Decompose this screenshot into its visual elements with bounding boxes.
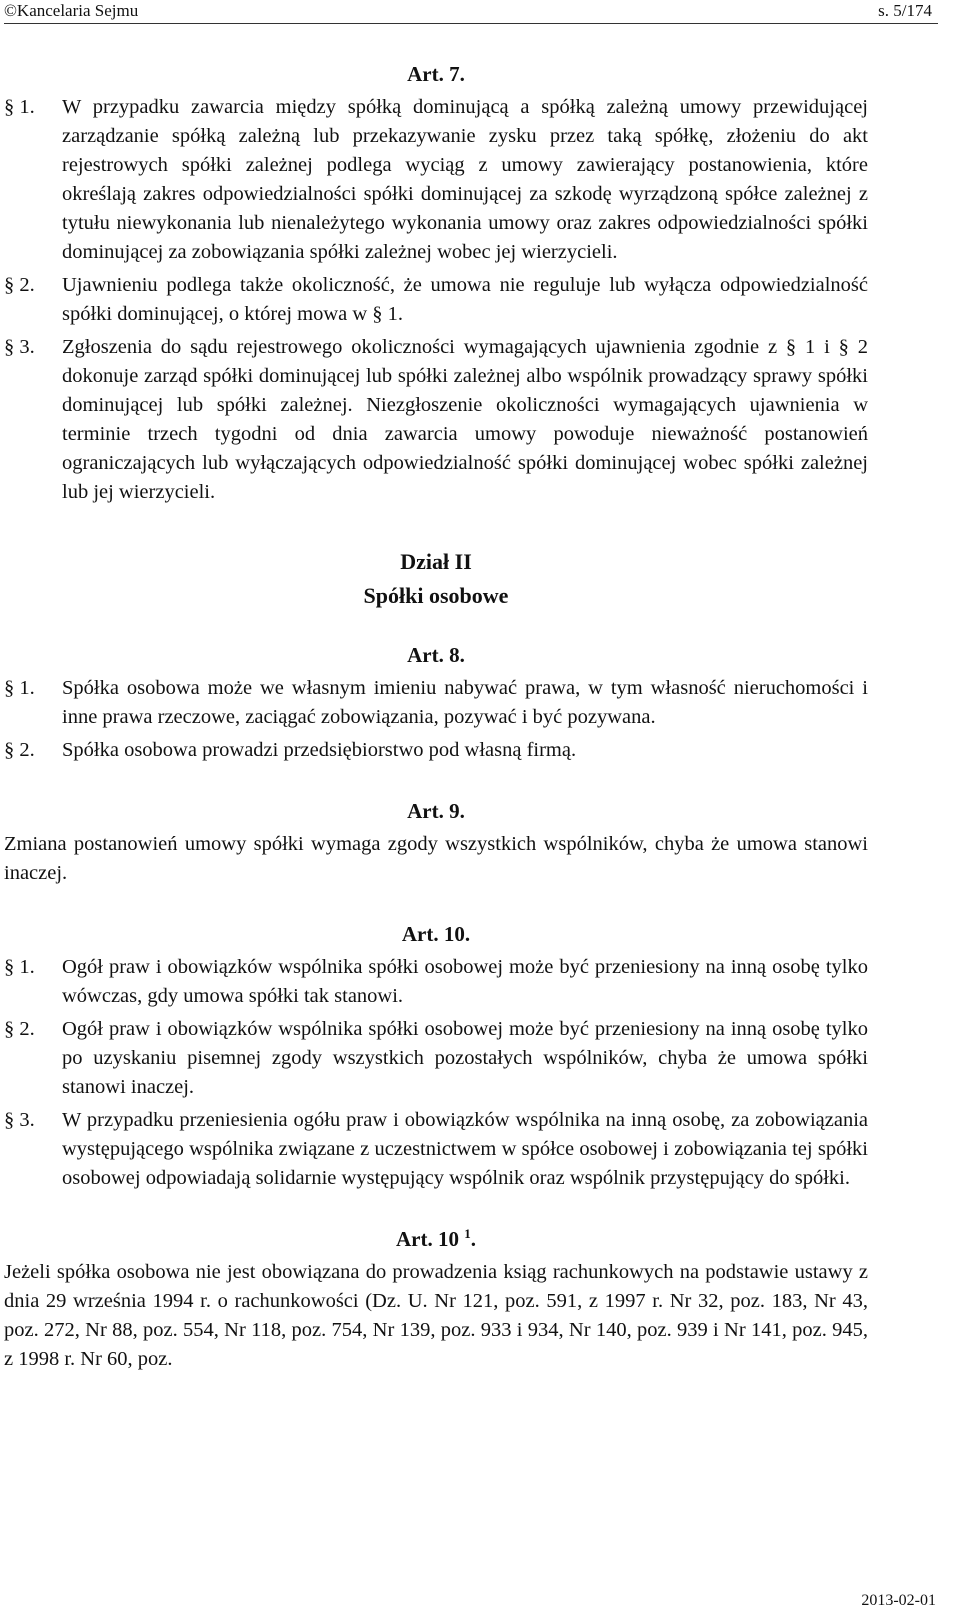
article-7-title: Art. 7. <box>407 62 465 86</box>
par-text: Ogół praw i obowiązków wspólnika spółki osobowej może być przeniesiony na inną osobę tylko po uzyskaniu pisemnej zgody wszystkich pozostałych wspólników, chyba że umowa spółki stanowi inaczej. <box>62 1018 868 1098</box>
par-number: § 1. <box>4 677 35 699</box>
article-8-par-2 <box>4 736 868 765</box>
article-title-end: . <box>470 1227 476 1251</box>
par-text: Zgłoszenia do sądu rejestrowego okoliczności wymagających ujawnienia zgodnie z § 1 i § 2 dokonuje zarząd spółki dominującej lub spółki zależnej albo wspólnik prowadzący sprawy spółki dominującej lub spółki zależnej. Niezgłoszenie okoliczności wymagających ujawnienia w terminie trzech tygodni od dnia zawarcia umowy powoduje nieważność postanowień ograniczających lub wyłączających odpowiedzialność spółki dominującej wobec spółki zależnej lub jej wierzycieli. <box>62 336 868 503</box>
par-text: Ogół praw i obowiązków wspólnika spółki osobowej może być przeniesiony na inną osobę tylko wówczas, gdy umowa spółki tak stanowi. <box>62 956 868 1007</box>
article-10-1-text: Jeżeli spółka osobowa nie jest obowiązana do prowadzenia ksiąg rachunkowych na podstawie ustawy z dnia 29 września 1994 r. o rachunkowości (Dz. U. Nr 121, poz. 591, z 1997 r. Nr 32, poz. 183, Nr 43, poz. 272, Nr 88, poz. 554, Nr 118, poz. 754, Nr 139, poz. 933 i 934, Nr 140, poz. 939 i Nr 141, poz. 945, z 1998 r. Nr 60, poz. <box>4 1261 868 1370</box>
par-text: Ujawnieniu podlega także okoliczność, że umowa nie reguluje lub wyłącza odpowiedzialność spółki dominującej, o której mowa w § 1. <box>62 274 868 325</box>
article-7-par-1 <box>4 93 868 267</box>
par-number: § 2. <box>4 739 35 761</box>
document-body <box>4 60 868 1378</box>
par-text: Spółka osobowa może we własnym imieniu nabywać prawa, w tym własność nieruchomości i inne prawa rzeczowe, zaciągać zobowiązania, pozywać i być pozywana. <box>62 677 868 728</box>
article-8-par-1 <box>4 674 868 732</box>
par-number: § 1. <box>4 956 35 978</box>
article-10-par-1 <box>4 953 868 1011</box>
article-10-par-3 <box>4 1106 868 1193</box>
article-7-par-2 <box>4 271 868 329</box>
article-10-1-title <box>4 1225 868 1254</box>
article-9-text: Zmiana postanowień umowy spółki wymaga zgody wszystkich wspólników, chyba że umowa stanowi inaczej. <box>4 833 868 884</box>
division-subtitle: Spółki osobowe <box>363 583 509 608</box>
par-number: § 1. <box>4 96 35 118</box>
par-number: § 3. <box>4 1109 35 1131</box>
par-number: § 2. <box>4 1018 35 1040</box>
article-10-title: Art. 10. <box>401 922 471 946</box>
article-superscript: 1 <box>464 1226 471 1241</box>
division-title: Dział II <box>400 549 472 574</box>
article-7-par-3 <box>4 333 868 507</box>
header-divider <box>4 23 938 24</box>
source-label: ©Kancelaria Sejmu <box>4 1 139 20</box>
page-number: s. 5/174 <box>878 1 932 20</box>
article-8-title: Art. 8. <box>407 643 465 667</box>
par-number: § 3. <box>4 336 35 358</box>
footer-date: 2013-02-01 <box>861 1592 936 1609</box>
par-text: W przypadku zawarcia między spółką dominującą a spółką zależną umowy przewidującej zarządzanie spółką zależną lub przekazywanie zysku przez taką spółkę, złożeniu do akt rejestrowych spółki zależnej podlega wyciąg z umowy zawierający postanowienia, które określają zakres odpowiedzialności spółki dominującej za szkodę wyrządzoną spółce zależnej z tytułu niewykonania lub nienależytego wykonania umowy oraz zakres odpowiedzialności spółki dominującej za zobowiązania spółki zależnej wobec jej wierzycieli. <box>62 96 868 263</box>
article-title-text: Art. 10 <box>396 1227 459 1251</box>
par-text: W przypadku przeniesienia ogółu praw i obowiązków wspólnika na inną osobę, za zobowiązania występującego wspólnika związane z uczestnictwem w spółce osobowej i zobowiązania tej spółki osobowej odpowiadają solidarnie występujący wspólnik oraz wspólnik przystępujący do spółki. <box>62 1109 868 1189</box>
article-10-par-2 <box>4 1015 868 1102</box>
par-number: § 2. <box>4 274 35 296</box>
article-9-title: Art. 9. <box>407 799 465 823</box>
par-text: Spółka osobowa prowadzi przedsiębiorstwo pod własną firmą. <box>62 739 577 761</box>
